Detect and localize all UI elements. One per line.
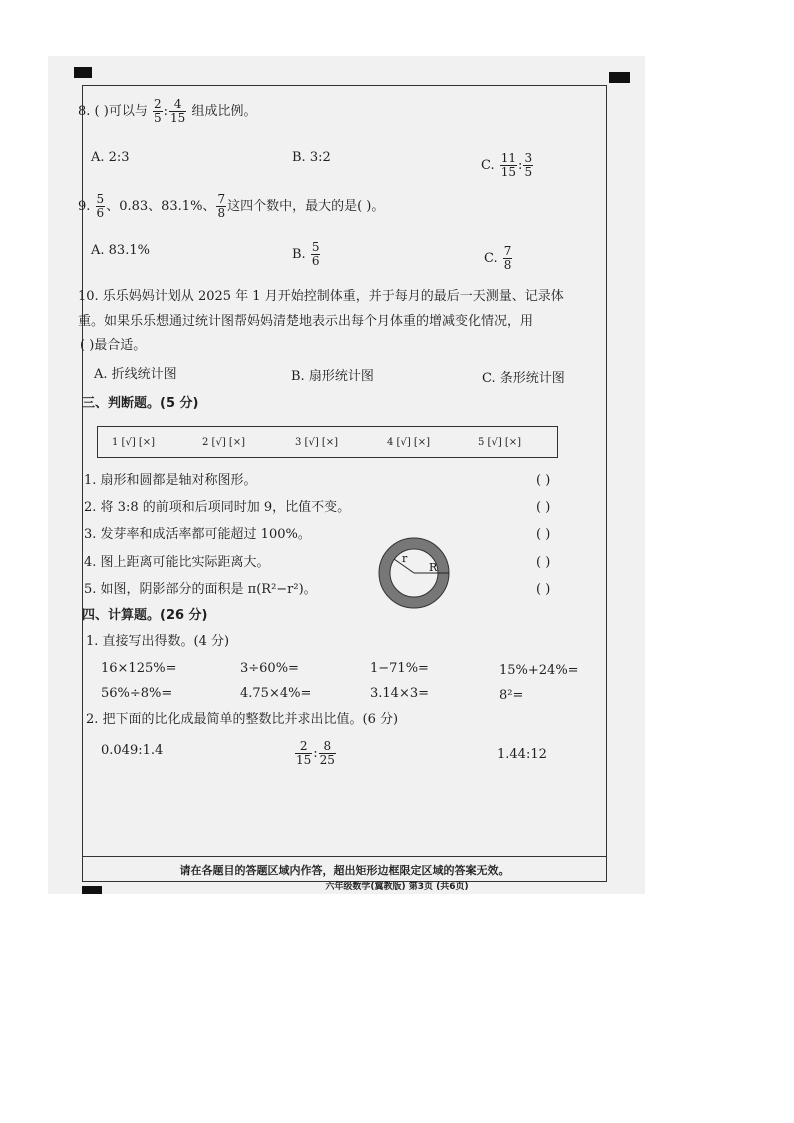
q9-option-b-denominator: 6 — [311, 254, 320, 268]
q8-option-c[interactable]: C. $\frac{11}{15}$ : $\frac{3}{5}$ — [481, 151, 533, 179]
calc-4: 15%+24%= — [499, 663, 579, 678]
q9-f2-numerator: 7 — [217, 192, 226, 206]
tf-item-5: 5. 如图，阴影部分的面积是 π(R²−r²)。 — [84, 582, 317, 597]
q10-line-1: 10. 乐乐妈妈计划从 2025 年 1 月开始控制体重，并于每月的最后一天测量、记录体 — [78, 289, 564, 304]
page-footer: 六年级数学(冀教版) 第3页 (共6页) — [325, 882, 469, 892]
q9-fraction-1 — [96, 193, 106, 220]
q8-fraction-2 — [169, 98, 186, 125]
q9-f2-denominator: 8 — [217, 206, 226, 220]
q9-text: 这四个数中，最大的是( )。 — [227, 199, 385, 214]
q8-colon: : — [163, 104, 169, 119]
tf-item-2: 2. 将 3:8 的前项和后项同时加 9，比值不变。 — [84, 500, 351, 515]
label-r: r — [402, 552, 408, 565]
q9-option-c-denominator: 8 — [503, 258, 512, 272]
ratio-2-f1-numerator: 2 — [295, 740, 312, 754]
q10-line-2: 重。如果乐乐想通过统计图帮妈妈清楚地表示出每个月体重的增减变化情况，用 — [78, 314, 534, 329]
ratio-2-colon: : — [313, 746, 318, 761]
ratio-2-fraction-1 — [295, 740, 312, 767]
calc-3: 1−71%= — [370, 661, 429, 676]
ratio-2 — [294, 740, 337, 767]
q8-option-a[interactable]: A. 2:3 — [91, 150, 130, 165]
q8-stem — [78, 98, 256, 125]
tf-item-3: 3. 发芽率和成活率都可能超过 100%。 — [84, 527, 311, 542]
q8-f1-numerator: 2 — [153, 97, 162, 111]
q9-option-b[interactable] — [292, 241, 321, 268]
true-false-answer-box — [97, 426, 558, 458]
q9-option-a[interactable]: A. 83.1% — [91, 243, 150, 258]
calc-2: 3÷60%= — [240, 661, 299, 676]
tf-answer-5[interactable]: 5 [√] [×] — [478, 437, 522, 448]
section-4-sub-2: 2. 把下面的比化成最简单的整数比并求出比值。(6 分) — [86, 712, 399, 727]
q9-f1-numerator: 5 — [96, 192, 105, 206]
q8-option-c-f1-numerator: 11 — [500, 151, 517, 165]
q9-stem — [78, 193, 384, 220]
q8-f1-denominator: 5 — [153, 111, 162, 125]
q10-option-b[interactable]: B. 扇形统计图 — [291, 369, 374, 384]
q8-text-b: 组成比例。 — [191, 104, 257, 119]
q10-line-3: ( )最合适。 — [80, 338, 147, 353]
ratio-2-f2-denominator: 25 — [319, 753, 335, 767]
calc-6: 4.75×4%= — [240, 686, 312, 701]
ratio-2-f1-denominator: 15 — [296, 753, 312, 767]
registration-mark-top-right — [609, 72, 630, 83]
ratio-2-f2-numerator: 8 — [319, 740, 336, 754]
calc-8: 8²= — [499, 688, 524, 703]
tf-answer-paren-3[interactable]: ( ) — [536, 527, 551, 542]
calc-7: 3.14×3= — [370, 686, 430, 701]
section-4-title: 四、计算题。(26 分) — [82, 608, 208, 623]
section-4-sub-1: 1. 直接写出得数。(4 分) — [86, 634, 230, 649]
q9-fraction-2 — [216, 193, 226, 220]
q9-option-c-fraction — [503, 245, 513, 272]
tf-answer-3[interactable]: 3 [√] [×] — [295, 437, 339, 448]
q8-option-c-f1-denominator: 15 — [500, 165, 517, 179]
q8-f2-denominator: 15 — [170, 111, 186, 125]
q8-option-c-f2 — [523, 152, 533, 179]
calc-5: 56%÷8%= — [101, 686, 173, 701]
tf-item-1: 1. 扇形和圆都是轴对称图形。 — [84, 473, 257, 488]
section-3-title: 三、判断题。(5 分) — [82, 396, 199, 411]
tf-answer-paren-1[interactable]: ( ) — [536, 473, 551, 488]
tf-answer-1[interactable]: 1 [√] [×] — [112, 437, 156, 448]
ratio-3: 1.44:12 — [497, 747, 547, 762]
q10-option-c[interactable]: C. 条形统计图 — [482, 371, 565, 386]
ratio-2-fraction-2 — [319, 740, 336, 767]
tf-answer-paren-2[interactable]: ( ) — [536, 500, 551, 515]
q8-option-c-f2-denominator: 5 — [524, 165, 533, 179]
q8-option-b[interactable]: B. 3:2 — [292, 150, 331, 165]
calc-1: 16×125%= — [101, 661, 177, 676]
annulus-figure — [378, 537, 450, 609]
q9-option-c-label: C. — [484, 251, 498, 266]
q9-option-b-numerator: 5 — [311, 240, 320, 254]
q10-option-a[interactable]: A. 折线统计图 — [94, 367, 177, 382]
q9-mid-text: 、0.83、83.1%、 — [106, 199, 216, 214]
ratio-1: 0.049:1.4 — [101, 743, 164, 758]
q9-option-b-fraction — [311, 241, 321, 268]
q8-number: 8. — [78, 104, 91, 119]
tf-answer-paren-5[interactable]: ( ) — [536, 582, 551, 597]
tf-item-4: 4. 图上距离可能比实际距离大。 — [84, 555, 270, 570]
tf-answer-paren-4[interactable]: ( ) — [536, 555, 551, 570]
q8-option-c-f2-numerator: 3 — [524, 151, 533, 165]
q9-option-b-label: B. — [292, 247, 306, 262]
footer-notice: 请在各题目的答题区域内作答，超出矩形边框限定区域的答案无效。 — [179, 864, 510, 877]
tf-answer-2[interactable]: 2 [√] [×] — [202, 437, 246, 448]
q9-option-c-numerator: 7 — [503, 244, 512, 258]
tf-answer-4[interactable]: 4 [√] [×] — [387, 437, 431, 448]
q9-number: 9. — [78, 199, 91, 214]
q8-f2-numerator: 4 — [169, 98, 186, 112]
registration-mark-top-left — [74, 67, 92, 78]
q8-text-a: 可以与 — [108, 104, 148, 119]
q8-option-c-label: C. — [481, 158, 495, 173]
q9-option-c[interactable] — [484, 245, 513, 272]
label-R: R — [429, 561, 438, 574]
q8-fraction-1 — [153, 98, 163, 125]
q8-option-c-f1 — [500, 152, 517, 179]
q9-f1-denominator: 6 — [96, 206, 105, 220]
q8-blank: ( ) — [94, 104, 109, 119]
